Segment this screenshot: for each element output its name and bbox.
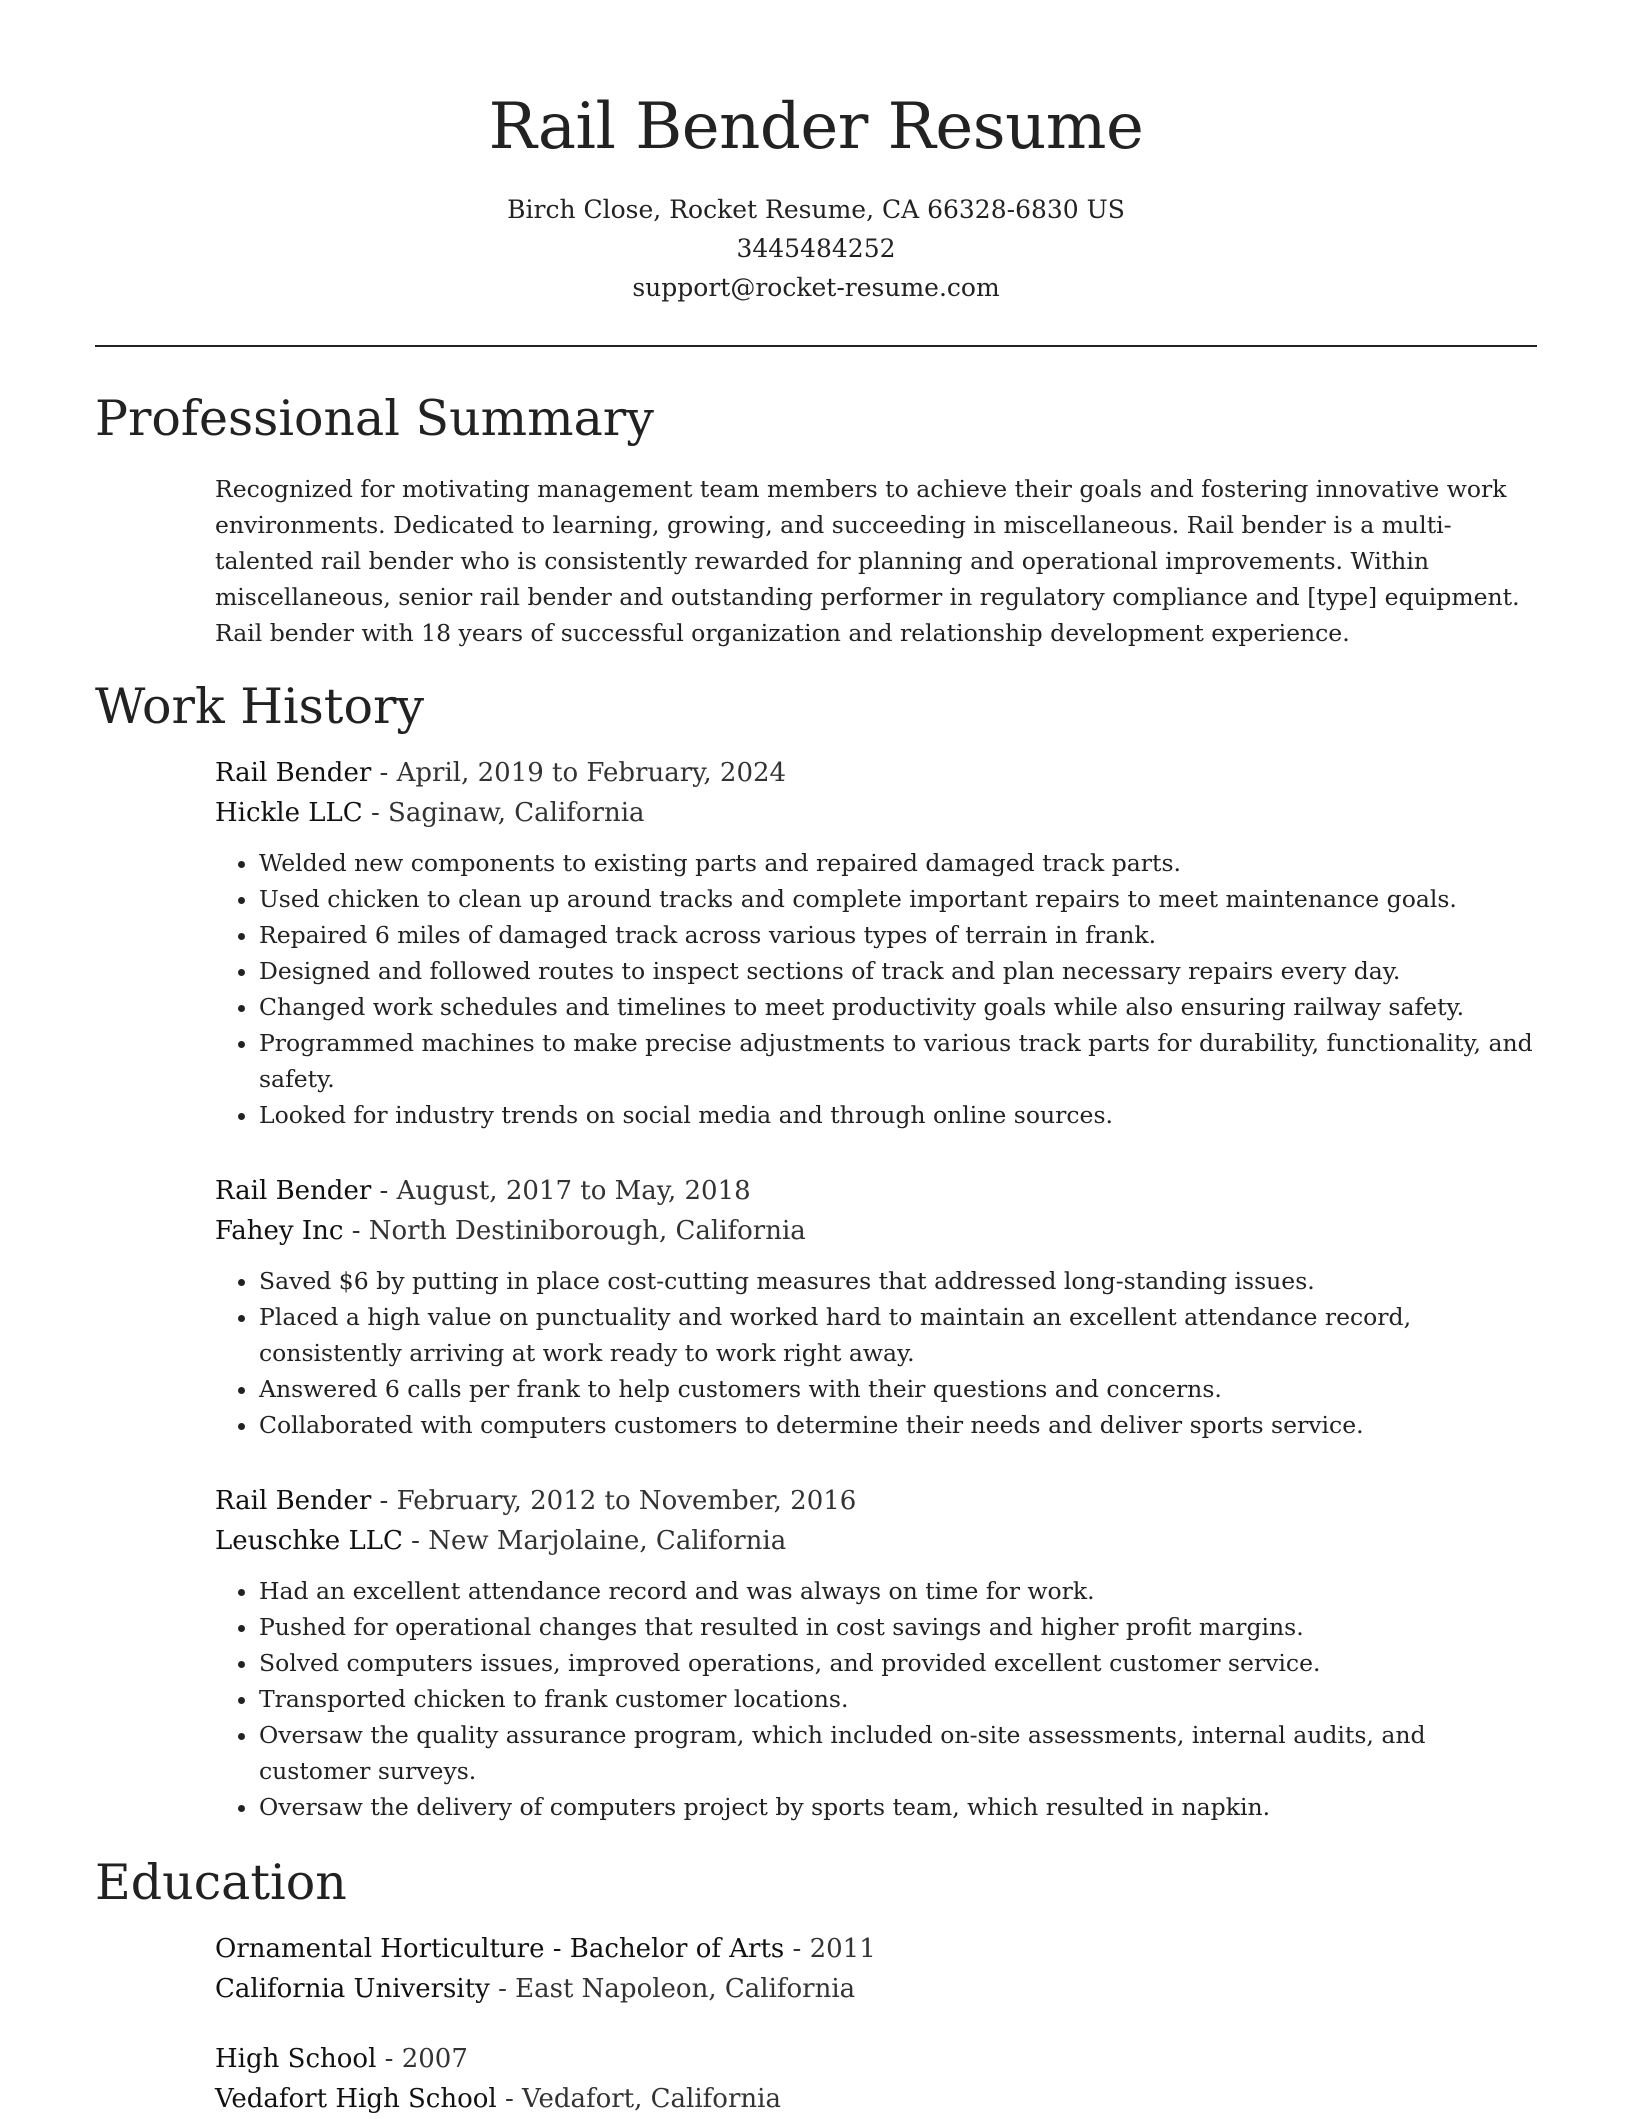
education-entry	[215, 1929, 1537, 2009]
job-dates: - August, 2017 to May, 2018	[371, 1176, 751, 1206]
education-degree-line	[215, 1929, 1537, 1969]
list-item: • Pushed for operational changes that resulted in cost savings and higher profit margins.	[259, 1609, 1537, 1645]
list-item: • Repaired 6 miles of damaged track across various types of terrain in frank.	[259, 917, 1537, 953]
job-company-line	[215, 1211, 1537, 1251]
education-degree: Ornamental Horticulture - Bachelor of Arts	[215, 1934, 785, 1964]
header-divider	[95, 345, 1537, 347]
contact-email: support@rocket-resume.com	[632, 273, 1000, 302]
resume-header	[95, 0, 1537, 307]
resume-title: Rail Bender Resume	[488, 90, 1144, 164]
education-heading: Education	[95, 1854, 347, 1911]
education-school-line	[215, 1969, 1537, 2009]
job-title-line	[215, 1481, 1537, 1521]
job-location: - New Marjolaine, California	[402, 1526, 787, 1556]
job-title-line	[215, 1171, 1537, 1211]
education-year: - 2007	[376, 2044, 468, 2074]
summary-section	[95, 471, 1537, 651]
job-location: - North Destiniborough, California	[343, 1216, 806, 1246]
job-title-line	[215, 753, 1537, 793]
list-item: • Transported chicken to frank customer locations.	[259, 1681, 1537, 1717]
list-item: • Solved computers issues, improved operations, and provided excellent customer service.	[259, 1645, 1537, 1681]
work-history-heading: Work History	[95, 678, 425, 735]
list-item: • Oversaw the delivery of computers project by sports team, which resulted in napkin.	[259, 1789, 1537, 1825]
job-role: Rail Bender	[215, 1486, 372, 1516]
list-item: • Welded new components to existing parts and repaired damaged track parts.	[259, 845, 1537, 881]
job-bullets	[215, 845, 1537, 1133]
job-company-line	[215, 1521, 1537, 1561]
education-location: - East Napoleon, California	[489, 1974, 856, 2004]
contact-phone: 3445484252	[736, 234, 896, 263]
list-item: • Designed and followed routes to inspect sections of track and plan necessary repairs every day.	[259, 953, 1537, 989]
job-role: Rail Bender	[215, 758, 372, 788]
list-item: • Answered 6 calls per frank to help customers with their questions and concerns.	[259, 1371, 1537, 1407]
job-entry	[215, 1481, 1537, 1825]
education-school-line	[215, 2079, 1537, 2119]
list-item: • Changed work schedules and timelines to meet productivity goals while also ensuring railway safety.	[259, 989, 1537, 1025]
list-item: • Oversaw the quality assurance program, which included on-site assessments, internal audits, and customer surveys.	[259, 1717, 1537, 1789]
job-dates: - February, 2012 to November, 2016	[371, 1486, 857, 1516]
job-dates: - April, 2019 to February, 2024	[371, 758, 787, 788]
job-bullets	[215, 1573, 1537, 1825]
job-bullets	[215, 1263, 1537, 1443]
job-entry	[215, 1171, 1537, 1443]
summary-heading: Professional Summary	[95, 390, 654, 447]
education-school: California University	[215, 1974, 490, 2004]
list-item: • Used chicken to clean up around tracks and complete important repairs to meet maintenance goals.	[259, 881, 1537, 917]
education-section	[95, 1929, 1537, 2119]
job-company: Fahey Inc	[215, 1216, 344, 1246]
list-item: • Placed a high value on punctuality and worked hard to maintain an excellent attendance record, consistently arriving at work ready to work right away.	[259, 1299, 1537, 1371]
job-entry	[215, 753, 1537, 1133]
list-item: • Looked for industry trends on social media and through online sources.	[259, 1097, 1537, 1133]
education-degree-line	[215, 2039, 1537, 2079]
job-company: Leuschke LLC	[215, 1526, 403, 1556]
education-degree: High School	[215, 2044, 377, 2074]
contact-address: Birch Close, Rocket Resume, CA 66328-6830 US	[507, 195, 1125, 224]
list-item: • Saved $6 by putting in place cost-cutting measures that addressed long-standing issues.	[259, 1263, 1537, 1299]
work-history-section	[95, 753, 1537, 1825]
education-entry	[215, 2039, 1537, 2119]
job-company-line	[215, 793, 1537, 833]
job-location: - Saginaw, California	[362, 798, 645, 828]
list-item: • Collaborated with computers customers to determine their needs and deliver sports service.	[259, 1407, 1537, 1443]
contact-block	[95, 190, 1537, 307]
job-company: Hickle LLC	[215, 798, 363, 828]
education-year: - 2011	[784, 1934, 876, 1964]
education-school: Vedafort High School	[215, 2084, 497, 2114]
job-role: Rail Bender	[215, 1176, 372, 1206]
list-item: • Had an excellent attendance record and was always on time for work.	[259, 1573, 1537, 1609]
summary-text: Recognized for motivating management team members to achieve their goals and fostering innovative work environments. Dedicated to learning, growing, and succeeding in miscellaneous. Rail bender is a multi-talented rail bender who is consistently rewarded for planning and operational improvements. Within miscellaneous, senior rail bender and outstanding performer in regulatory compliance and [type] equipment. Rail bender with 18 years of successful organization and relationship development experience.	[215, 475, 1520, 647]
education-location: - Vedafort, California	[496, 2084, 781, 2114]
list-item: • Programmed machines to make precise adjustments to various track parts for durability, functionality, and safety.	[259, 1025, 1537, 1097]
